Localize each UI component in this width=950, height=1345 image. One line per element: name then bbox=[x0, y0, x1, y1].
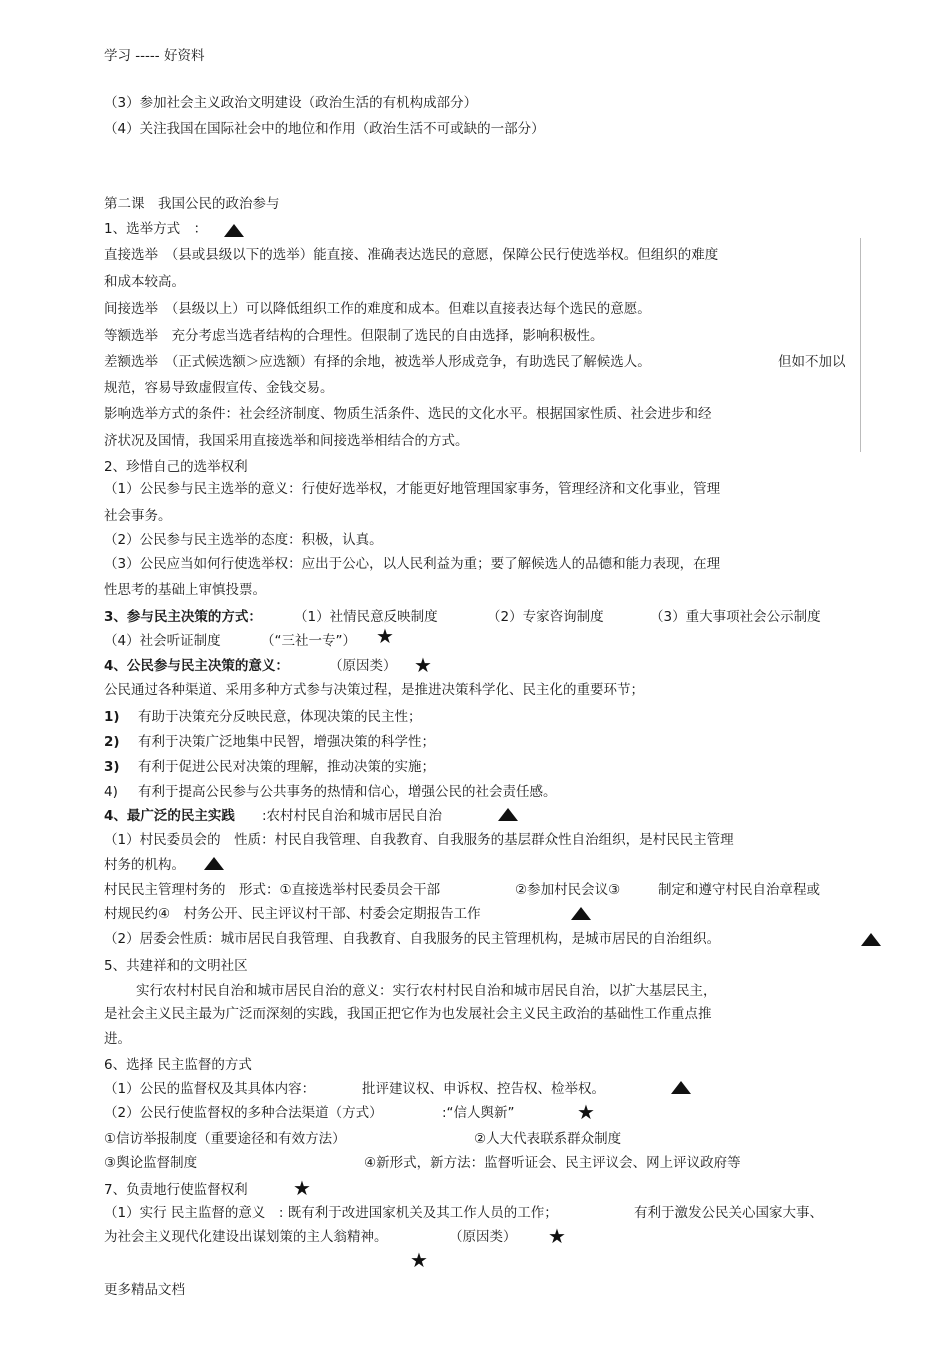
section-heading: 2、珍惜自己的选举权利 bbox=[104, 459, 248, 475]
list-number: 2) bbox=[104, 734, 120, 750]
star-icon: ★ bbox=[414, 653, 432, 677]
text-line: 性思考的基础上审慎投票。 bbox=[104, 582, 266, 598]
section-heading: 3、参与民主决策的方式： bbox=[104, 609, 262, 625]
text-line: 但如不加以 bbox=[778, 354, 846, 370]
triangle-icon bbox=[671, 1079, 691, 1098]
triangle-icon bbox=[861, 931, 881, 950]
text-line: （1）实行 民主监督的意义 : 既有利于改进国家机关及其工作人员的工作； bbox=[104, 1205, 558, 1221]
text-line: :“信人舆新” bbox=[442, 1105, 515, 1121]
text-line: （3）参加社会主义政治文明建设（政治生活的有机构成部分） bbox=[104, 95, 478, 111]
star-icon: ★ bbox=[410, 1248, 428, 1272]
triangle-icon bbox=[498, 806, 518, 825]
text-line: 差额选举 （正式候选额＞应选额）有择的余地，被选举人形成竞争，有助选民了解候选人。 bbox=[104, 354, 651, 370]
text-line: 和成本较高。 bbox=[104, 274, 185, 290]
text-line: 有利于激发公民关心国家大事、 bbox=[634, 1205, 823, 1221]
text-line: 是社会主义民主最为广泛而深刻的实践，我国正把它作为也发展社会主义民主政治的基础性工作重点推 bbox=[104, 1006, 712, 1022]
text-line: （4）社会听证制度 bbox=[104, 633, 221, 649]
section-heading: 7、负责地行使监督权利 bbox=[104, 1182, 248, 1198]
star-icon: ★ bbox=[577, 1100, 595, 1124]
text-line: :农村村民自治和城市居民自治 bbox=[262, 808, 443, 824]
text-line: 影响选举方式的条件：社会经济制度、物质生活条件、选民的文化水平。根据国家性质、社会进步和经 bbox=[104, 406, 712, 422]
text-line: 规范，容易导致虚假宣传、金钱交易。 bbox=[104, 380, 334, 396]
text-line: （1）社情民意反映制度 bbox=[294, 609, 438, 625]
text-line: （2）公民行使监督权的多种合法渠道（方式） bbox=[104, 1105, 383, 1121]
text-line: （4）关注我国在国际社会中的地位和作用（政治生活不可或缺的一部分） bbox=[104, 121, 545, 137]
text-line: 济状况及国情，我国采用直接选举和间接选举相结合的方式。 bbox=[104, 433, 469, 449]
text-line: 进。 bbox=[104, 1031, 131, 1047]
list-number: 4) bbox=[104, 784, 118, 800]
section-heading: 4、最广泛的民主实践 bbox=[104, 808, 235, 824]
text-line: （3）公民应当如何行使选举权：应出于公心，以人民利益为重；要了解候选人的品德和能力表现，在理 bbox=[104, 556, 721, 572]
text-line: 直接选举 （县或县级以下的选举）能直接、准确表达选民的意愿，保障公民行使选举权。但组织的难度 bbox=[104, 247, 719, 263]
text-line: （2）专家咨询制度 bbox=[487, 609, 604, 625]
list-number: 3) bbox=[104, 759, 120, 775]
text-line: 村规民约④ 村务公开、民主评议村干部、村委会定期报告工作 bbox=[104, 906, 481, 922]
triangle-icon bbox=[571, 905, 591, 924]
text-line: ③舆论监督制度 bbox=[104, 1155, 198, 1171]
list-item: 有利于促进公民对决策的理解，推动决策的实施； bbox=[138, 759, 435, 775]
text-line: 制定和遵守村民自治章程或 bbox=[658, 882, 820, 898]
text-line: ②人大代表联系群众制度 bbox=[474, 1131, 622, 1147]
text-line: （原因类） bbox=[329, 658, 397, 674]
lesson-title: 第二课 我国公民的政治参与 bbox=[104, 196, 280, 212]
text-line: （2）公民参与民主选举的态度：积极，认真。 bbox=[104, 532, 383, 548]
text-line: （1）公民参与民主选举的意义：行使好选举权，才能更好地管理国家事务，管理经济和文化事业，管理 bbox=[104, 481, 721, 497]
text-line: ④新形式，新方法：监督听证会、民主评议会、网上评议政府等 bbox=[364, 1155, 741, 1171]
page-header: 学习 ----- 好资料 bbox=[104, 48, 205, 64]
text-line: 社会事务。 bbox=[104, 508, 172, 524]
text-line: 等额选举 充分考虑当选者结构的合理性。但限制了选民的自由选择，影响积极性。 bbox=[104, 328, 604, 344]
list-item: 有利于决策广泛地集中民智，增强决策的科学性； bbox=[138, 734, 435, 750]
text-line: 批评建议权、申诉权、控告权、检举权。 bbox=[362, 1081, 605, 1097]
text-line: 村务的机构。 bbox=[104, 857, 185, 873]
triangle-icon bbox=[204, 855, 224, 874]
text-line: （“三社一专”） bbox=[261, 633, 356, 649]
triangle-icon bbox=[224, 222, 244, 241]
text-line: ①信访举报制度（重要途径和有效方法） bbox=[104, 1131, 346, 1147]
text-line: 村民民主管理村务的 形式：①直接选举村民委员会干部 bbox=[104, 882, 441, 898]
text-line: （原因类） bbox=[449, 1229, 517, 1245]
section-heading: 1、选举方式 ： bbox=[104, 221, 208, 237]
list-item: 有助于决策充分反映民意，体现决策的民主性； bbox=[138, 709, 422, 725]
text-line: 间接选举 （县级以上）可以降低组织工作的难度和成本。但难以直接表达每个选民的意愿。 bbox=[104, 301, 651, 317]
text-line: （1）村民委员会的 性质：村民自我管理、自我教育、自我服务的基层群众性自治组织，是村民民主管理 bbox=[104, 832, 734, 848]
star-icon: ★ bbox=[376, 624, 394, 648]
text-line: ②参加村民会议③ bbox=[515, 882, 621, 898]
text-line: （1）公民的监督权及其具体内容： bbox=[104, 1081, 316, 1097]
list-number: 1) bbox=[104, 709, 120, 725]
text-line: 实行农村村民自治和城市居民自治的意义：实行农村村民自治和城市居民自治，以扩大基层民主， bbox=[136, 983, 717, 999]
star-icon: ★ bbox=[548, 1224, 566, 1248]
text-line: （3）重大事项社会公示制度 bbox=[650, 609, 821, 625]
list-item: 有利于提高公民参与公共事务的热情和信心，增强公民的社会责任感。 bbox=[138, 784, 557, 800]
page-footer: 更多精品文档 bbox=[104, 1282, 185, 1298]
section-heading: 4、公民参与民主决策的意义： bbox=[104, 658, 289, 674]
section-heading: 5、共建祥和的文明社区 bbox=[104, 958, 248, 974]
text-line: 为社会主义现代化建设出谋划策的主人翁精神。 bbox=[104, 1229, 388, 1245]
star-icon: ★ bbox=[293, 1176, 311, 1200]
section-heading: 6、选择 民主监督的方式 bbox=[104, 1057, 252, 1073]
margin-rule bbox=[860, 238, 861, 452]
text-line: （2）居委会性质：城市居民自我管理、自我教育、自我服务的民主管理机构，是城市居民的自治组织。 bbox=[104, 931, 721, 947]
text-line: 公民通过各种渠道、采用多种方式参与决策过程，是推进决策科学化、民主化的重要环节； bbox=[104, 682, 644, 698]
